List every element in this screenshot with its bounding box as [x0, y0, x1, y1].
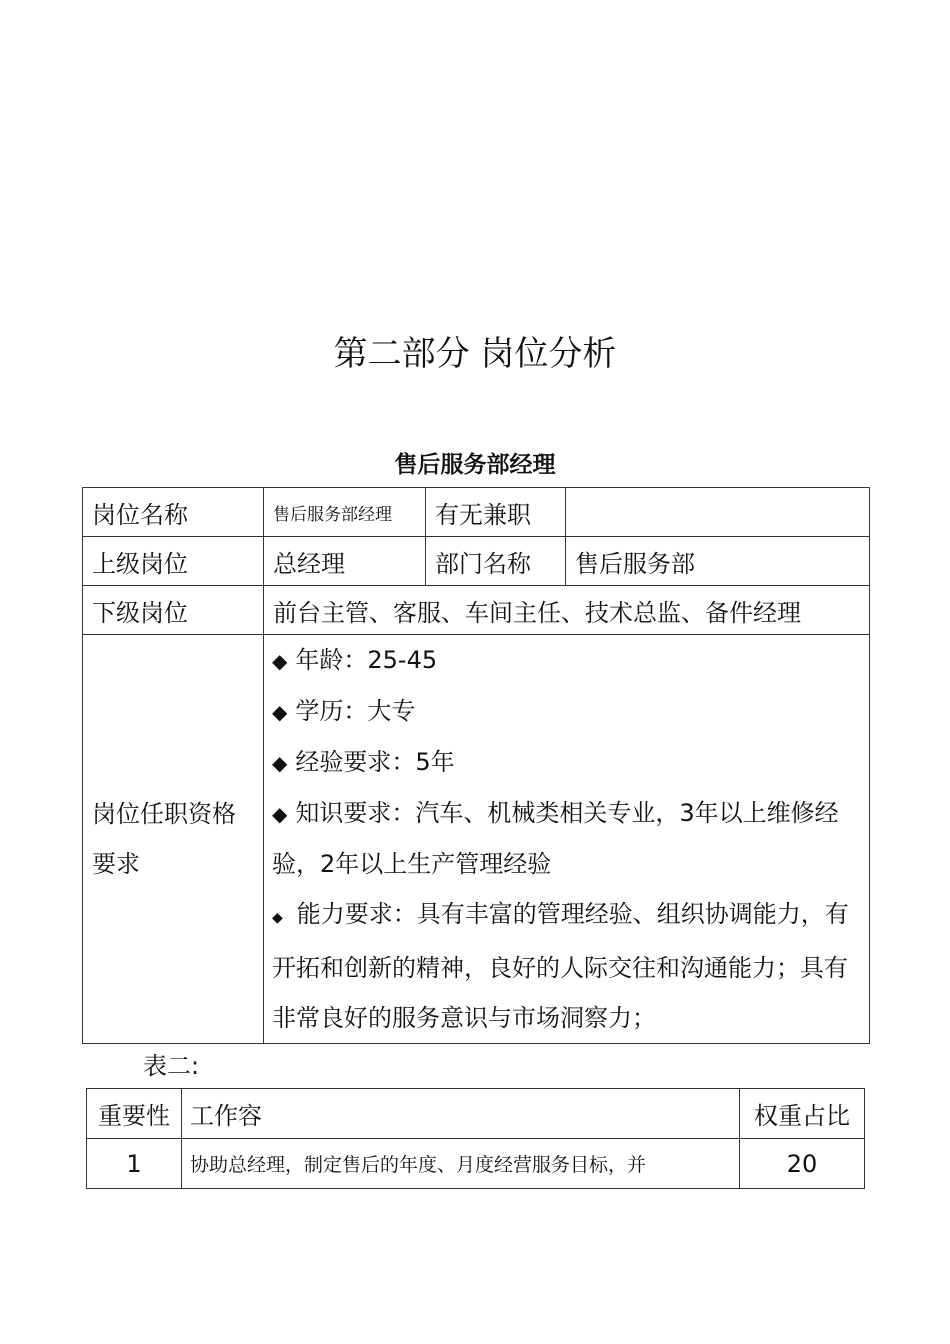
part-time-label: 有无兼职: [426, 488, 566, 537]
header-importance: 重要性: [87, 1089, 182, 1139]
header-task: 工作容: [182, 1089, 740, 1139]
table-row: [83, 537, 870, 586]
table-caption: 表二:: [143, 1052, 200, 1080]
table-row: [83, 635, 870, 1044]
part-time-value: [566, 488, 870, 537]
requirement-item: ◆ 年龄：25-45: [272, 646, 438, 674]
position-name-value: 售后服务部经理: [264, 488, 426, 537]
table-row: [83, 488, 870, 537]
requirements-label: 岗位任职资格要求: [83, 635, 264, 1044]
requirement-item: ◆ 学历：大专: [272, 697, 416, 725]
duties-table: [86, 1088, 865, 1189]
requirement-item: ◆ 经验要求：5年: [272, 748, 455, 776]
diamond-bullet-icon: ◆: [272, 649, 288, 673]
requirement-item: ◆ 能力要求：具有丰富的管理经验、组织协调能力，有开拓和创新的精神，良好的人际交往和沟通能力；具有非常良好的服务意识与市场洞察力；: [272, 900, 849, 1032]
diamond-bullet-icon: ◆: [272, 910, 283, 926]
header-weight: 权重占比: [740, 1089, 865, 1139]
requirement-item: ◆ 知识要求：汽车、机械类相关专业，3年以上维修经验，2年以上生产管理经验: [272, 799, 839, 878]
subordinate-value: 前台主管、客服、车间主任、技术总监、备件经理: [264, 586, 870, 635]
diamond-bullet-icon: ◆: [272, 751, 288, 775]
superior-value: 总经理: [264, 537, 426, 586]
table-header-row: [87, 1089, 865, 1139]
subordinate-label: 下级岗位: [83, 586, 264, 635]
diamond-bullet-icon: ◆: [272, 700, 288, 724]
requirements-content: [264, 635, 870, 1044]
table-row: [83, 586, 870, 635]
importance-cell: 1: [87, 1139, 182, 1189]
weight-cell: 20: [740, 1139, 865, 1189]
position-name-label: 岗位名称: [83, 488, 264, 537]
department-label: 部门名称: [426, 537, 566, 586]
section-title: 售后服务部经理: [394, 452, 556, 478]
table-row: [87, 1139, 865, 1189]
superior-label: 上级岗位: [83, 537, 264, 586]
job-info-table: [82, 487, 870, 1044]
page-title: 第二部分 岗位分析: [333, 334, 617, 374]
department-value: 售后服务部: [566, 537, 870, 586]
diamond-bullet-icon: ◆: [272, 802, 288, 826]
task-cell: 协助总经理，制定售后的年度、月度经营服务目标，并: [182, 1139, 740, 1189]
